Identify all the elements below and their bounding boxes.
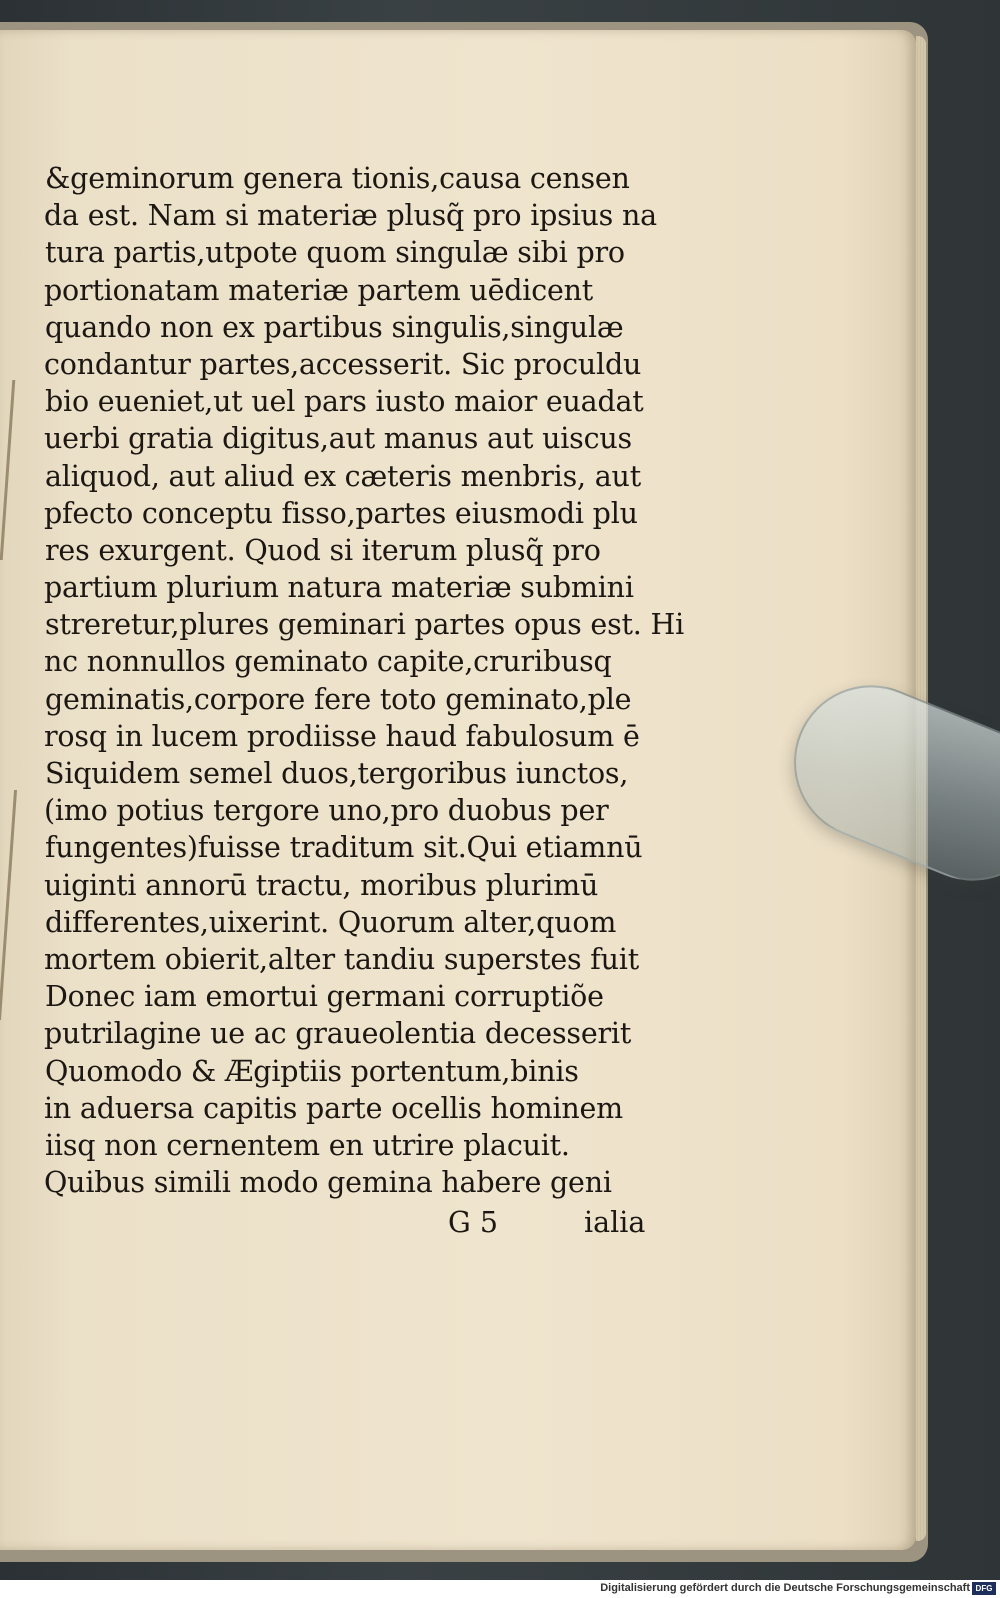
- text-line: nc nonnullos geminato capite,cruribusq: [44, 645, 612, 679]
- text-line: Donec iam emortui germani corruptiõe: [45, 980, 604, 1014]
- text-line: mortem obierit,alter tandiu superstes fuit: [44, 942, 639, 976]
- text-line: uerbi gratia digitus,aut manus aut uiscus: [44, 422, 632, 456]
- text-line: aliquod, aut aliud ex cæteris menbris, aut: [45, 459, 641, 493]
- text-line: quando non ex partibus singulis,singulæ: [45, 310, 624, 344]
- body-text: [44, 160, 685, 1201]
- text-line: differentes,uixerint. Quorum alter,quom: [45, 905, 617, 939]
- text-line: geminatis,corpore fere toto geminato,ple: [45, 682, 632, 716]
- text-line: in aduersa capitis parte ocellis hominem: [44, 1091, 624, 1125]
- text-line: portionatam materiæ partem uēdicent: [44, 273, 594, 307]
- text-line: putrilagine ue ac graueolentia decesserit: [44, 1017, 632, 1051]
- text-line: rosq in lucem prodiisse haud fabulosum ē: [44, 719, 640, 753]
- text-line: pfecto conceptu fisso,partes eiusmodi plu: [44, 496, 638, 530]
- text-line: condantur partes,accesserit. Sic proculdu: [44, 347, 642, 381]
- text-line: streretur,plures geminari partes opus est. Hi: [45, 608, 685, 642]
- text-line: iisq non cernentem en utrire placuit.: [45, 1128, 570, 1162]
- signature-mark: G 5: [448, 1206, 498, 1239]
- text-line: res exurgent. Quod si iterum plusq̃ pro: [45, 533, 601, 567]
- dfg-logo: DFG: [972, 1582, 996, 1595]
- text-line: partium plurium natura materiæ submini: [44, 571, 634, 605]
- text-line: fungentes)fuisse traditum sit.Qui etiamnū: [45, 831, 643, 865]
- text-line: da est. Nam si materiæ plusq̃ pro ipsius na: [44, 199, 657, 233]
- text-line: Quibus simili modo gemina habere geni: [44, 1166, 612, 1200]
- text-line: Quomodo & Ægiptiis portentum,binis: [45, 1054, 579, 1088]
- text-line: &geminorum genera tionis,causa censen: [45, 162, 630, 195]
- text-line: tura partis,utpote quom singulæ sibi pro: [45, 236, 625, 270]
- text-line: Siquidem semel duos,tergoribus iunctos,: [45, 757, 629, 790]
- text-line: uiginti annorū tractu, moribus plurimū: [44, 868, 599, 902]
- digitization-credit: Digitalisierung gefördert durch die Deutsche Forschungsgemeinschaft: [600, 1582, 970, 1594]
- text-line: (imo potius tergore uno,pro duobus per: [44, 794, 609, 828]
- catchword: ialia: [584, 1206, 646, 1239]
- text-line: bio eueniet,ut uel pars iusto maior euadat: [45, 385, 644, 419]
- page-footer: [44, 1206, 664, 1246]
